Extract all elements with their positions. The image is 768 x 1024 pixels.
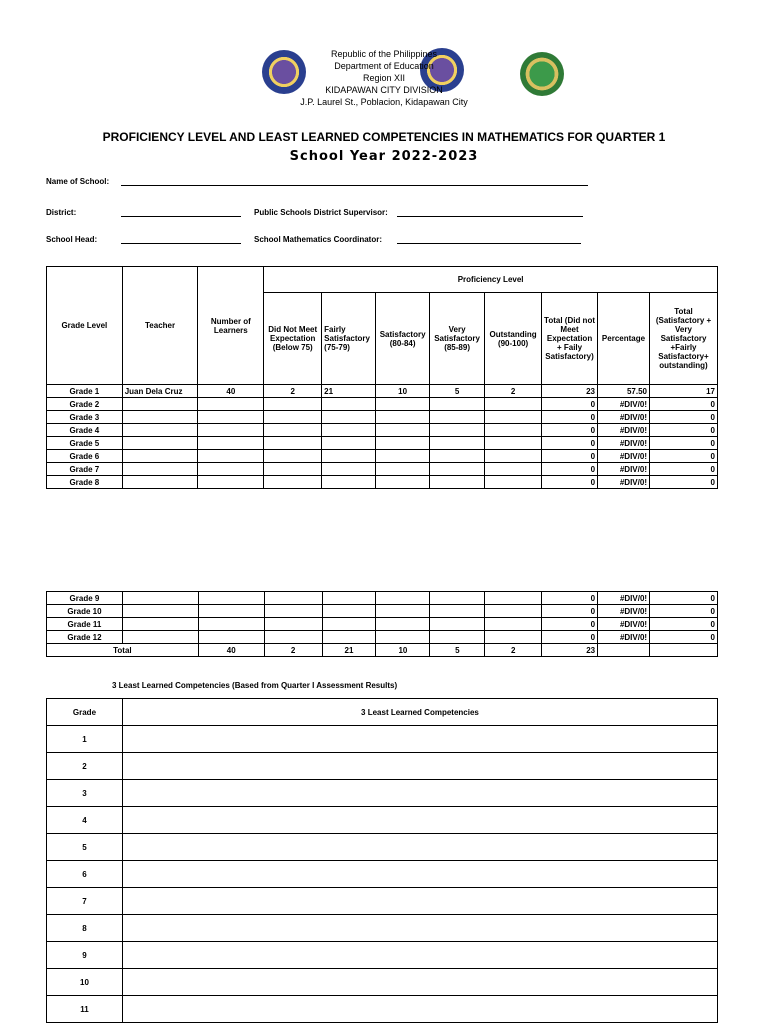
cell-o[interactable] bbox=[485, 437, 542, 450]
llc-competency-cell[interactable] bbox=[122, 969, 717, 996]
cell-learners[interactable] bbox=[198, 411, 264, 424]
total-t1: 23 bbox=[542, 644, 598, 657]
school-year: School Year 2022-2023 bbox=[289, 149, 479, 164]
cell-dnm[interactable] bbox=[264, 592, 322, 605]
header-learners: Number of Learners bbox=[198, 267, 264, 385]
letterhead-line: Republic of the Philippines bbox=[330, 49, 438, 59]
llc-grade: 8 bbox=[47, 915, 123, 942]
table-row bbox=[47, 437, 718, 450]
cell-t1[interactable]: 0 bbox=[542, 398, 598, 411]
cell-t1[interactable]: 0 bbox=[542, 592, 598, 605]
llc-row bbox=[47, 861, 718, 888]
cell-s[interactable] bbox=[376, 631, 430, 644]
llc-grade: 1 bbox=[47, 726, 123, 753]
llc-row bbox=[47, 807, 718, 834]
cell-o[interactable] bbox=[485, 398, 542, 411]
cell-s[interactable] bbox=[376, 411, 430, 424]
letterhead-line: J.P. Laurel St., Poblacion, Kidapawan City bbox=[300, 97, 468, 107]
cell-fs[interactable]: 21 bbox=[322, 385, 376, 398]
cell-grade[interactable]: Grade 10 bbox=[47, 605, 123, 618]
llc-competency-cell[interactable] bbox=[122, 807, 717, 834]
cell-pct[interactable]: #DIV/0! bbox=[598, 437, 650, 450]
cell-o[interactable] bbox=[485, 450, 542, 463]
label-district: District: bbox=[46, 208, 77, 217]
coordinator-line[interactable] bbox=[397, 243, 581, 244]
cell-s[interactable] bbox=[376, 463, 430, 476]
cell-fs[interactable] bbox=[322, 450, 376, 463]
cell-pct[interactable]: #DIV/0! bbox=[598, 631, 650, 644]
header-grade-level: Grade Level bbox=[47, 267, 123, 385]
cell-s[interactable] bbox=[376, 398, 430, 411]
header-proficiency-level: Proficiency Level bbox=[264, 267, 718, 293]
cell-learners[interactable]: 40 bbox=[198, 385, 264, 398]
cell-pct[interactable]: #DIV/0! bbox=[598, 450, 650, 463]
cell-t1[interactable]: 0 bbox=[542, 424, 598, 437]
cell-learners[interactable] bbox=[198, 592, 264, 605]
header-did-not-meet: Did Not Meet Expectation (Below 75) bbox=[264, 293, 322, 385]
cell-t1[interactable]: 0 bbox=[542, 631, 598, 644]
cell-dnm[interactable] bbox=[264, 476, 322, 489]
llc-row bbox=[47, 969, 718, 996]
cell-s[interactable] bbox=[376, 592, 430, 605]
llc-row bbox=[47, 726, 718, 753]
cell-dnm[interactable] bbox=[264, 411, 322, 424]
total-dnm: 2 bbox=[264, 644, 322, 657]
header-teacher: Teacher bbox=[122, 267, 198, 385]
school-head-line[interactable] bbox=[121, 243, 241, 244]
cell-grade[interactable]: Grade 7 bbox=[47, 463, 123, 476]
cell-pct[interactable]: 57.50 bbox=[598, 385, 650, 398]
cell-t1[interactable]: 0 bbox=[542, 437, 598, 450]
cell-pct[interactable]: #DIV/0! bbox=[598, 605, 650, 618]
cell-vs[interactable]: 5 bbox=[430, 385, 485, 398]
cell-learners[interactable] bbox=[198, 450, 264, 463]
cell-t1[interactable]: 0 bbox=[542, 411, 598, 424]
cell-vs[interactable] bbox=[430, 592, 485, 605]
total-outstanding: 2 bbox=[485, 644, 542, 657]
cell-fs[interactable] bbox=[322, 476, 376, 489]
cell-o[interactable] bbox=[485, 411, 542, 424]
cell-vs[interactable] bbox=[430, 398, 485, 411]
cell-t2[interactable]: 0 bbox=[650, 631, 718, 644]
cell-dnm[interactable] bbox=[264, 398, 322, 411]
table-row bbox=[47, 631, 718, 644]
llc-row bbox=[47, 996, 718, 1023]
district-line[interactable] bbox=[121, 216, 241, 217]
cell-dnm[interactable] bbox=[264, 437, 322, 450]
cell-vs[interactable] bbox=[430, 605, 485, 618]
llc-grade: 6 bbox=[47, 861, 123, 888]
cell-dnm[interactable] bbox=[264, 605, 322, 618]
llc-grade: 9 bbox=[47, 942, 123, 969]
cell-grade[interactable]: Grade 2 bbox=[47, 398, 123, 411]
cell-grade[interactable]: Grade 9 bbox=[47, 592, 123, 605]
cell-fs[interactable] bbox=[322, 618, 376, 631]
total-learners: 40 bbox=[198, 644, 264, 657]
cell-fs[interactable] bbox=[322, 631, 376, 644]
cell-teacher[interactable] bbox=[122, 463, 198, 476]
name-of-school-line[interactable] bbox=[121, 185, 588, 186]
cell-dnm[interactable] bbox=[264, 618, 322, 631]
cell-o[interactable] bbox=[485, 424, 542, 437]
table-row bbox=[47, 450, 718, 463]
cell-dnm[interactable] bbox=[264, 463, 322, 476]
cell-t2[interactable]: 0 bbox=[649, 450, 717, 463]
cell-t2[interactable]: 0 bbox=[649, 411, 717, 424]
llc-row bbox=[47, 915, 718, 942]
cell-dnm[interactable]: 2 bbox=[264, 385, 322, 398]
cell-t2[interactable]: 0 bbox=[650, 592, 718, 605]
label-school-head: School Head: bbox=[46, 235, 98, 244]
table-row bbox=[47, 605, 718, 618]
cell-teacher[interactable]: Juan Dela Cruz bbox=[122, 385, 198, 398]
header-outstanding: Outstanding (90-100) bbox=[485, 293, 542, 385]
cell-o[interactable] bbox=[485, 476, 542, 489]
llc-subtitle: 3 Least Learned Competencies (Based from Quarter I Assessment Results) bbox=[112, 681, 398, 690]
table-row bbox=[47, 411, 718, 424]
cell-grade[interactable]: Grade 8 bbox=[47, 476, 123, 489]
cell-pct[interactable]: #DIV/0! bbox=[598, 424, 650, 437]
cell-learners[interactable] bbox=[198, 631, 264, 644]
llc-row bbox=[47, 942, 718, 969]
cell-grade[interactable]: Grade 5 bbox=[47, 437, 123, 450]
cell-t1[interactable]: 0 bbox=[542, 618, 598, 631]
header-total-dnm: Total (Did not Meet Expectation + Faily Satisfactory) bbox=[542, 293, 598, 385]
cell-o[interactable]: 2 bbox=[485, 385, 542, 398]
cell-t1[interactable]: 0 bbox=[542, 605, 598, 618]
llc-grade: 2 bbox=[47, 753, 123, 780]
cell-grade[interactable]: Grade 12 bbox=[47, 631, 123, 644]
cell-vs[interactable] bbox=[430, 437, 485, 450]
letterhead-line: Department of Education bbox=[334, 61, 434, 71]
cell-s[interactable] bbox=[376, 605, 430, 618]
llc-row bbox=[47, 753, 718, 780]
llc-header-competencies: 3 Least Learned Competencies bbox=[122, 699, 717, 726]
table-row bbox=[47, 463, 718, 476]
table-row bbox=[47, 476, 718, 489]
cell-t1[interactable]: 23 bbox=[542, 385, 598, 398]
cell-dnm[interactable] bbox=[264, 424, 322, 437]
cell-fs[interactable] bbox=[322, 398, 376, 411]
cell-grade[interactable]: Grade 3 bbox=[47, 411, 123, 424]
cell-fs[interactable] bbox=[322, 411, 376, 424]
report-title: PROFICIENCY LEVEL AND LEAST LEARNED COMPETENCIES IN MATHEMATICS FOR QUARTER 1 bbox=[102, 130, 666, 144]
table-row bbox=[47, 618, 718, 631]
total-fairly: 21 bbox=[322, 644, 376, 657]
cell-t1[interactable]: 0 bbox=[542, 476, 598, 489]
cell-t2[interactable]: 0 bbox=[649, 424, 717, 437]
cell-pct[interactable]: #DIV/0! bbox=[598, 411, 650, 424]
label-coordinator: School Mathematics Coordinator: bbox=[254, 235, 383, 244]
cell-teacher[interactable] bbox=[122, 592, 198, 605]
cell-t2[interactable]: 0 bbox=[649, 398, 717, 411]
cell-t1[interactable]: 0 bbox=[542, 450, 598, 463]
cell-s[interactable] bbox=[376, 424, 430, 437]
header-very-satisfactory: Very Satisfactory (85-89) bbox=[430, 293, 485, 385]
cell-s[interactable] bbox=[376, 476, 430, 489]
header-percentage: Percentage bbox=[598, 293, 650, 385]
cell-learners[interactable] bbox=[198, 398, 264, 411]
psds-line[interactable] bbox=[397, 216, 583, 217]
cell-pct[interactable]: #DIV/0! bbox=[598, 618, 650, 631]
cell-o[interactable] bbox=[485, 631, 542, 644]
cell-fs[interactable] bbox=[322, 592, 376, 605]
cell-t2[interactable]: 0 bbox=[649, 463, 717, 476]
llc-row bbox=[47, 888, 718, 915]
cell-fs[interactable] bbox=[322, 424, 376, 437]
cell-learners[interactable] bbox=[198, 463, 264, 476]
cell-vs[interactable] bbox=[430, 424, 485, 437]
total-satisfactory: 10 bbox=[376, 644, 430, 657]
cell-fs[interactable] bbox=[322, 463, 376, 476]
cell-s[interactable] bbox=[376, 437, 430, 450]
cell-o[interactable] bbox=[485, 605, 542, 618]
llc-competency-cell[interactable] bbox=[122, 996, 717, 1023]
llc-grade: 3 bbox=[47, 780, 123, 807]
llc-competency-cell[interactable] bbox=[122, 726, 717, 753]
cell-teacher[interactable] bbox=[122, 476, 198, 489]
header-fairly-satisfactory: Fairly Satisfactory (75-79) bbox=[322, 293, 376, 385]
llc-grade: 4 bbox=[47, 807, 123, 834]
cell-learners[interactable] bbox=[198, 618, 264, 631]
llc-table bbox=[46, 698, 718, 1023]
llc-competency-cell[interactable] bbox=[122, 915, 717, 942]
header-satisfactory: Satisfactory (80-84) bbox=[376, 293, 430, 385]
cell-teacher[interactable] bbox=[122, 398, 198, 411]
llc-competency-cell[interactable] bbox=[122, 942, 717, 969]
letterhead-line: KIDAPAWAN CITY DIVISION bbox=[325, 85, 443, 95]
cell-vs[interactable] bbox=[430, 450, 485, 463]
letterhead-line: Region XII bbox=[362, 73, 406, 83]
cell-learners[interactable] bbox=[198, 437, 264, 450]
llc-competency-cell[interactable] bbox=[122, 888, 717, 915]
cell-teacher[interactable] bbox=[122, 411, 198, 424]
cell-learners[interactable] bbox=[198, 476, 264, 489]
total-label: Total bbox=[47, 644, 199, 657]
llc-row bbox=[47, 834, 718, 861]
cell-t2[interactable]: 0 bbox=[649, 476, 717, 489]
cell-vs[interactable] bbox=[430, 411, 485, 424]
cell-vs[interactable] bbox=[430, 631, 485, 644]
llc-grade: 10 bbox=[47, 969, 123, 996]
cell-teacher[interactable] bbox=[122, 605, 198, 618]
header-total-satisfactory: Total (Satisfactory + Very Satisfactory +Fairly Satisfactory+ outstanding) bbox=[649, 293, 717, 385]
llc-header-grade: Grade bbox=[47, 699, 123, 726]
cell-fs[interactable] bbox=[322, 437, 376, 450]
cell-teacher[interactable] bbox=[122, 631, 198, 644]
cell-grade[interactable]: Grade 11 bbox=[47, 618, 123, 631]
cell-teacher[interactable] bbox=[122, 450, 198, 463]
cell-o[interactable] bbox=[485, 592, 542, 605]
cell-learners[interactable] bbox=[198, 424, 264, 437]
proficiency-table-continued bbox=[46, 591, 718, 657]
proficiency-table bbox=[46, 266, 718, 489]
cell-t2[interactable]: 0 bbox=[649, 437, 717, 450]
cell-teacher[interactable] bbox=[122, 424, 198, 437]
cell-t1[interactable]: 0 bbox=[542, 463, 598, 476]
cell-o[interactable] bbox=[485, 618, 542, 631]
cell-teacher[interactable] bbox=[122, 437, 198, 450]
cell-pct[interactable]: #DIV/0! bbox=[598, 592, 650, 605]
cell-dnm[interactable] bbox=[264, 450, 322, 463]
llc-grade: 11 bbox=[47, 996, 123, 1023]
llc-grade: 7 bbox=[47, 888, 123, 915]
cell-pct[interactable]: #DIV/0! bbox=[598, 463, 650, 476]
letterhead bbox=[0, 48, 768, 108]
cell-pct[interactable]: #DIV/0! bbox=[598, 398, 650, 411]
label-psds: Public Schools District Supervisor: bbox=[254, 208, 388, 217]
cell-vs[interactable] bbox=[430, 476, 485, 489]
label-name-of-school: Name of School: bbox=[46, 177, 110, 186]
table-row bbox=[47, 385, 718, 398]
cell-s[interactable] bbox=[376, 618, 430, 631]
cell-learners[interactable] bbox=[198, 605, 264, 618]
cell-s[interactable] bbox=[376, 450, 430, 463]
table-row bbox=[47, 592, 718, 605]
llc-grade: 5 bbox=[47, 834, 123, 861]
llc-row bbox=[47, 780, 718, 807]
cell-teacher[interactable] bbox=[122, 618, 198, 631]
cell-dnm[interactable] bbox=[264, 631, 322, 644]
total-t2 bbox=[650, 644, 718, 657]
table-row bbox=[47, 398, 718, 411]
table-row bbox=[47, 424, 718, 437]
cell-pct[interactable]: #DIV/0! bbox=[598, 476, 650, 489]
llc-competency-cell[interactable] bbox=[122, 834, 717, 861]
cell-vs[interactable] bbox=[430, 463, 485, 476]
llc-competency-cell[interactable] bbox=[122, 780, 717, 807]
cell-s[interactable]: 10 bbox=[376, 385, 430, 398]
cell-t2[interactable]: 0 bbox=[650, 618, 718, 631]
llc-competency-cell[interactable] bbox=[122, 861, 717, 888]
cell-t2[interactable]: 0 bbox=[650, 605, 718, 618]
cell-t2[interactable]: 17 bbox=[649, 385, 717, 398]
llc-competency-cell[interactable] bbox=[122, 753, 717, 780]
cell-o[interactable] bbox=[485, 463, 542, 476]
total-pct bbox=[598, 644, 650, 657]
cell-fs[interactable] bbox=[322, 605, 376, 618]
cell-grade[interactable]: Grade 6 bbox=[47, 450, 123, 463]
total-very: 5 bbox=[430, 644, 485, 657]
cell-grade[interactable]: Grade 1 bbox=[47, 385, 123, 398]
cell-grade[interactable]: Grade 4 bbox=[47, 424, 123, 437]
cell-vs[interactable] bbox=[430, 618, 485, 631]
